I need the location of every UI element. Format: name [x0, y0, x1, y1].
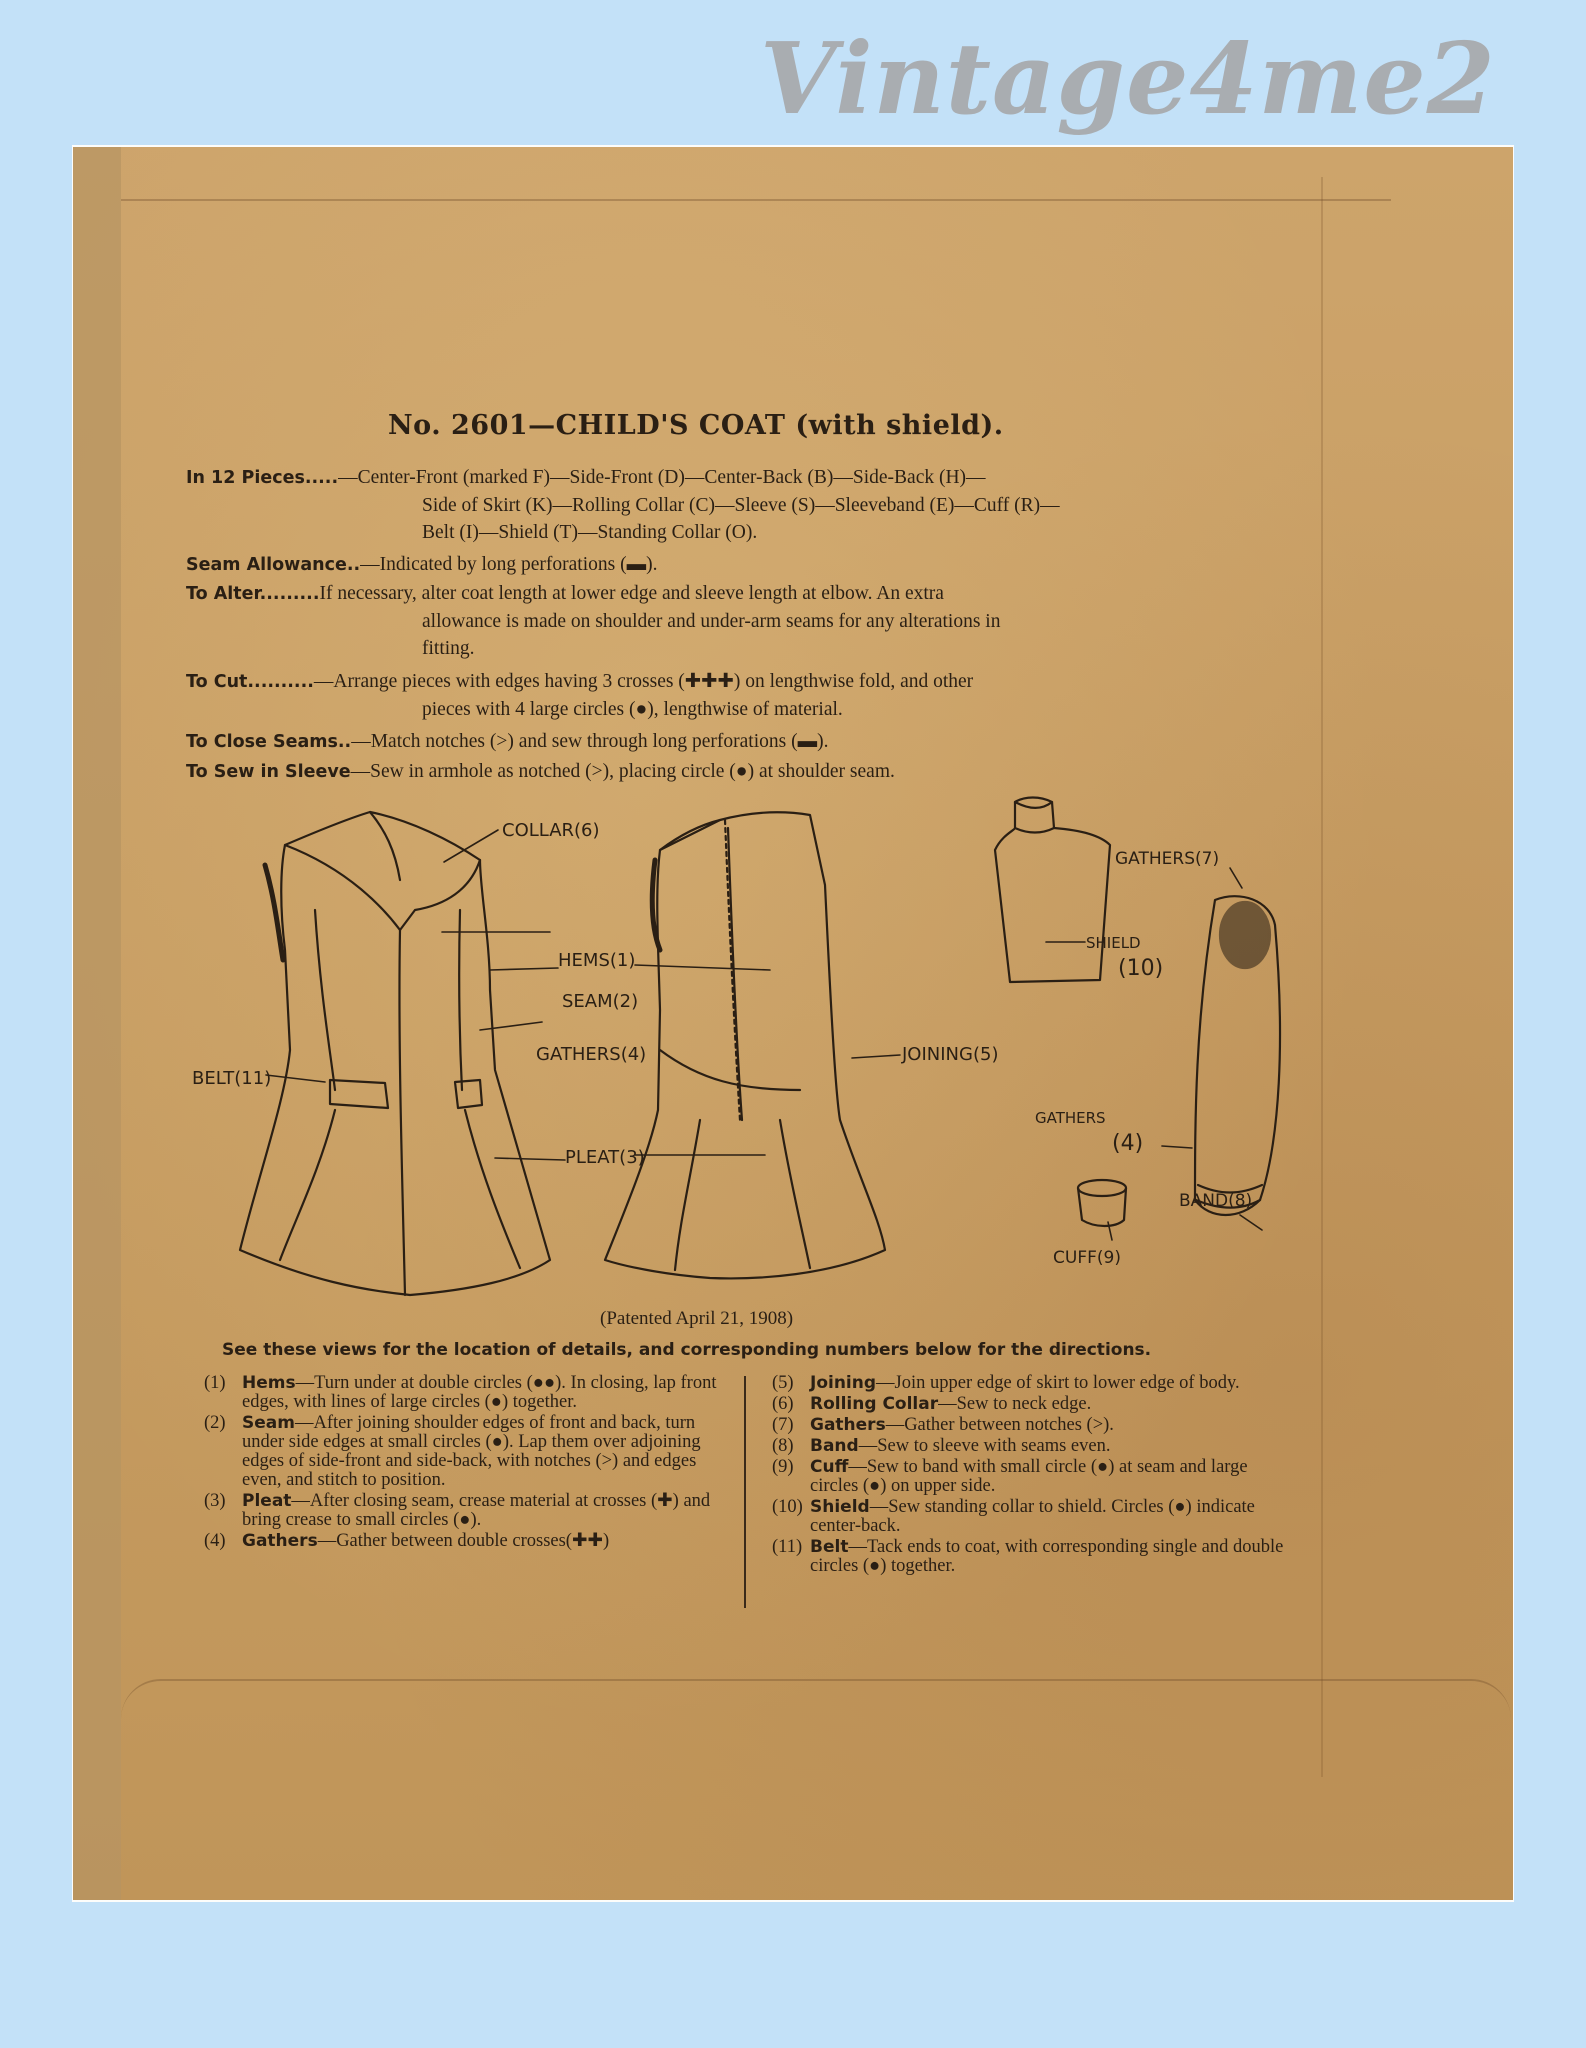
instruction-line: fitting.: [422, 638, 475, 659]
direction-text: —Sew standing collar to shield. Circles (●) indicate center-back.: [810, 1497, 1255, 1536]
direction-number: (7): [772, 1415, 794, 1435]
label-seam: SEAM(2): [562, 991, 639, 1012]
instruction-line: allowance is made on shoulder and under-arm seams for any alterations in: [422, 611, 1001, 632]
instruction-close-seams: [186, 728, 1276, 756]
direction-number: (1): [204, 1373, 226, 1393]
directions-left-column: [204, 1373, 718, 1553]
instruction-line: —Match notches (>) and sew through long perforations (▬).: [351, 731, 829, 752]
direction-item: [772, 1373, 1290, 1393]
direction-item: [772, 1394, 1290, 1414]
direction-item: [772, 1457, 1290, 1496]
direction-item: [204, 1413, 718, 1490]
direction-text: —Gather between notches (>).: [885, 1415, 1114, 1435]
garment-diagrams: [180, 790, 1340, 1325]
direction-item: [204, 1531, 718, 1551]
direction-term: Band: [810, 1436, 859, 1456]
instruction-line: —Center-Front (marked F)—Side-Front (D)—Center-Back (B)—Side-Back (H)—: [338, 467, 986, 488]
directions-right-column: [772, 1373, 1290, 1578]
pattern-title: No. 2601—CHILD'S COAT (with shield).: [388, 410, 1004, 441]
direction-text: —Join upper edge of skirt to lower edge of body.: [876, 1373, 1240, 1393]
instruction-line: Side of Skirt (K)—Rolling Collar (C)—Sleeve (S)—Sleeveband (E)—Cuff (R)—: [422, 495, 1060, 516]
watermark-logo: Vintage4me2: [760, 22, 1496, 137]
envelope-right-fold: [1321, 177, 1513, 1777]
instruction-line: —Indicated by long perforations (▬).: [360, 554, 658, 575]
direction-term: Seam: [242, 1413, 295, 1433]
direction-item: [204, 1373, 718, 1412]
direction-text: —Turn under at double circles (●●). In closing, lap front edges, with lines of large circles (●) together.: [242, 1373, 717, 1412]
direction-text: —Sew to sleeve with seams even.: [858, 1436, 1111, 1456]
coat-front-drawing: [240, 812, 550, 1295]
direction-number: (5): [772, 1373, 794, 1393]
shield-drawing: [995, 798, 1110, 983]
direction-number: (6): [772, 1394, 794, 1414]
envelope-bottom-flap: [121, 1679, 1511, 1901]
direction-term: Pleat: [242, 1491, 292, 1511]
direction-term: Joining: [810, 1373, 877, 1393]
direction-number: (11): [772, 1537, 803, 1557]
direction-text: —Tack ends to coat, with corresponding single and double circles (●) together.: [810, 1537, 1284, 1576]
direction-text: —Gather between double crosses(✚✚): [317, 1531, 610, 1551]
direction-term: Gathers: [810, 1415, 886, 1435]
direction-text: —Sew to band with small circle (●) at seam and large circles (●) on upper side.: [810, 1457, 1248, 1496]
direction-item: [772, 1436, 1290, 1456]
label-gathers-sleeve-number: (4): [1112, 1131, 1144, 1156]
instruction-line: —Arrange pieces with edges having 3 crosses (✚✚✚) on lengthwise fold, and other: [313, 671, 974, 692]
instruction-label: In 12 Pieces.....: [186, 468, 339, 488]
instruction-seam-allowance: [186, 551, 1276, 579]
label-joining: JOINING(5): [902, 1044, 999, 1065]
direction-term: Belt: [810, 1537, 849, 1557]
direction-item: [772, 1415, 1290, 1435]
direction-item: [772, 1537, 1290, 1576]
direction-number: (4): [204, 1531, 226, 1551]
instruction-label: To Close Seams..: [186, 732, 352, 752]
see-views-heading: See these views for the location of details, and corresponding numbers below for the directions.: [222, 1340, 1152, 1360]
label-shield-number: (10): [1118, 956, 1164, 981]
sleeve-drawing: [1195, 896, 1280, 1215]
label-gathers-sleeve: GATHERS: [1035, 1109, 1106, 1127]
patent-note: (Patented April 21, 1908): [600, 1308, 794, 1329]
label-belt: BELT(11): [192, 1068, 272, 1089]
instruction-line: If necessary, alter coat length at lower edge and sleeve length at elbow. An extra: [319, 583, 944, 604]
envelope-left-strip: [73, 147, 121, 1900]
label-band: BAND(8): [1179, 1191, 1253, 1211]
instruction-label: To Cut..........: [186, 672, 314, 692]
column-divider: [744, 1376, 746, 1608]
instruction-label: To Alter.........: [186, 584, 320, 604]
instruction-to-cut: [186, 668, 1276, 723]
direction-number: (9): [772, 1457, 794, 1477]
label-hems: HEMS(1): [558, 950, 636, 971]
instruction-line: —Sew in armhole as notched (>), placing circle (●) at shoulder seam.: [350, 761, 895, 782]
envelope-top-flap: [121, 165, 1391, 201]
direction-term: Hems: [242, 1373, 296, 1393]
label-shield: SHIELD: [1086, 934, 1141, 952]
instruction-pieces: [186, 464, 1276, 546]
direction-number: (2): [204, 1413, 226, 1433]
instruction-label: Seam Allowance..: [186, 555, 361, 575]
instruction-sew-sleeve: [186, 758, 1276, 786]
instruction-label: To Sew in Sleeve: [186, 762, 351, 782]
direction-number: (10): [772, 1497, 803, 1517]
direction-term: Rolling Collar: [810, 1394, 939, 1414]
instruction-to-alter: [186, 580, 1276, 662]
label-gathers-4: GATHERS(4): [536, 1044, 647, 1065]
direction-term: Shield: [810, 1497, 870, 1517]
cuff-drawing: [1078, 1180, 1126, 1226]
direction-term: Cuff: [810, 1457, 849, 1477]
direction-text: —After joining shoulder edges of front and back, turn under side edges at small circles (●). Lap them over adjoining edges of side-front and side-back, with notches (>) and edges even, and stitch to position.: [242, 1413, 701, 1490]
label-collar: COLLAR(6): [502, 820, 600, 841]
label-cuff: CUFF(9): [1053, 1248, 1121, 1268]
direction-number: (3): [204, 1491, 226, 1511]
direction-item: [772, 1497, 1290, 1536]
instruction-line: pieces with 4 large circles (●), lengthwise of material.: [422, 699, 843, 720]
instruction-line: Belt (I)—Shield (T)—Standing Collar (O).: [422, 522, 758, 543]
label-pleat: PLEAT(3): [565, 1147, 645, 1168]
direction-item: [204, 1491, 718, 1530]
coat-back-drawing: [605, 812, 885, 1278]
label-gathers-7: GATHERS(7): [1115, 849, 1220, 869]
direction-term: Gathers: [242, 1531, 318, 1551]
direction-text: —Sew to neck edge.: [938, 1394, 1092, 1414]
direction-text: —After closing seam, crease material at crosses (✚) and bring crease to small circles (●).: [242, 1491, 711, 1530]
direction-number: (8): [772, 1436, 794, 1456]
